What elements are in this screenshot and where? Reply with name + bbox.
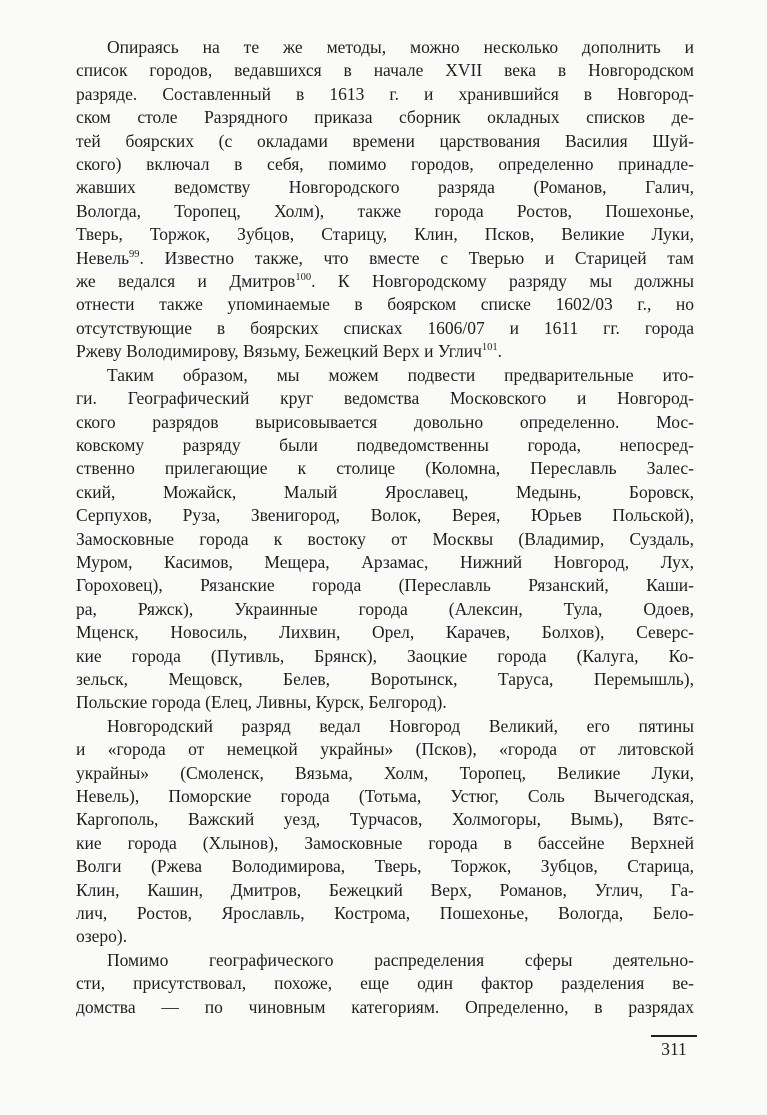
footnote-marker: 100 [295,272,312,284]
text-line: ственно прилегающие к столице (Коломна, Переславль Залес- [76,458,694,479]
text-line: озеро). [76,926,128,947]
text-line: ковскому разряду были подведомственны города, непосред- [76,434,694,455]
text-line: список городов, ведавшихся в начале XVII века в Новгородском [76,60,694,81]
text-line: отнести также упоминаемые в боярском списке 1602/03 г., но [76,294,694,315]
text-line: Волги (Ржева Володимирова, Тверь, Торжок, Зубцов, Старица, [76,856,694,877]
text-line: Замосковные города к востоку от Москвы (Владимир, Суздаль, [76,528,694,549]
text-line: Новгородский разряд ведал Новгород Великий, его пятины [107,715,694,736]
text-line: лич, Ростов, Ярославль, Кострома, Пошехонье, Вологда, Бело- [76,903,694,924]
text-line: Тверь, Торжок, Зубцов, Старицу, Клин, Псков, Великие Луки, [76,224,694,245]
text-line: Опираясь на те же методы, можно несколько дополнить и [107,37,694,57]
paragraph [76,715,694,949]
text-line: Невель), Поморские города (Тотьма, Устюг, Соль Вычегодская, [76,786,694,806]
text-line: Мценск, Новосиль, Лихвин, Орел, Карачев, Болхов), Северс- [76,622,694,643]
text-line: разряде. Составленный в 1613 г. и хранившийся в Новгород- [76,83,694,104]
text-line: Таким образом, мы можем подвести предварительные ито- [107,364,694,385]
text-line: Вологда, Торопец, Холм), также города Ростов, Пошехонье, [76,200,694,221]
text-line: ги. Географический круг ведомства Московского и Новгород- [76,388,694,409]
text-line: же ведался и Дмитров$^{100}$. К Новгородскому разряду мы должны [76,271,694,292]
text-line: Клин, Кашин, Дмитров, Бежецкий Верх, Романов, Углич, Га- [76,879,694,900]
text-line: зельск, Мещовск, Белев, Воротынск, Таруса, Перемышль), [76,668,694,689]
text-line: ра, Ряжск), Украинные города (Алексин, Тула, Одоев, [76,598,694,619]
text-line: домства — по чиновным категориям. Определенно, в разрядах [76,996,694,1017]
text-line: ском столе Разрядного приказа сборник окладных списков де- [76,107,694,128]
text-line: отсутствующие в боярских списках 1606/07 и 1611 гг. города [76,317,694,338]
text-line: кие города (Путивль, Брянск), Заоцкие города (Калуга, Ко- [76,645,694,666]
text-line: тей боярских (с окладами времени царствования Василия Шуй- [76,130,694,151]
text-line: и «города от немецкой украйны» (Псков), «города от литовской [76,739,694,760]
paragraph [76,364,694,715]
footnote-marker: 101 [481,342,498,354]
text-line: ского) включал в себя, помимо городов, определенно принадле- [76,154,694,175]
paragraph [76,36,694,364]
text-line: украйны» (Смоленск, Вязьма, Холм, Торопец, Великие Луки, [76,762,694,783]
footnote-marker: 99 [129,248,140,260]
text-line: ский, Можайск, Малый Ярославец, Медынь, Боровск, [76,481,694,502]
paragraph [76,949,694,1019]
text-line: кие города (Хлынов), Замосковные города в бассейне Верхней [76,832,694,853]
text-line: Помимо географического распределения сферы деятельно- [107,949,694,970]
text-line: Невель$^{99}$. Известно также, что вместе с Тверью и Старицей там [76,247,694,268]
page-text [76,36,694,1019]
text-line: Серпухов, Руза, Звенигород, Волок, Верея, Юрьев Польской), [76,505,694,526]
text-line: сти, присутствовал, похоже, еще один фактор разделения ве- [76,973,694,994]
text-line: Муром, Касимов, Мещера, Арзамас, Нижний Новгород, Лух, [76,551,694,572]
text-line: Ржеву Володимирову, Вязьму, Бежецкий Верх и Углич$^{101}$. [76,341,503,362]
page-number: 311 [651,1035,697,1060]
text-line: жавших ведомству Новгородского разряда (Романов, Галич, [76,177,694,198]
text-line: Гороховец), Рязанские города (Переславль Рязанский, Каши- [76,575,694,596]
text-line: Польские города (Елец, Ливны, Курск, Белгород). [76,692,447,713]
text-line: Каргополь, Важский уезд, Турчасов, Холмогоры, Вымь), Вятс- [76,809,694,830]
text-line: ского разрядов вырисовывается довольно определенно. Мос- [76,411,694,432]
